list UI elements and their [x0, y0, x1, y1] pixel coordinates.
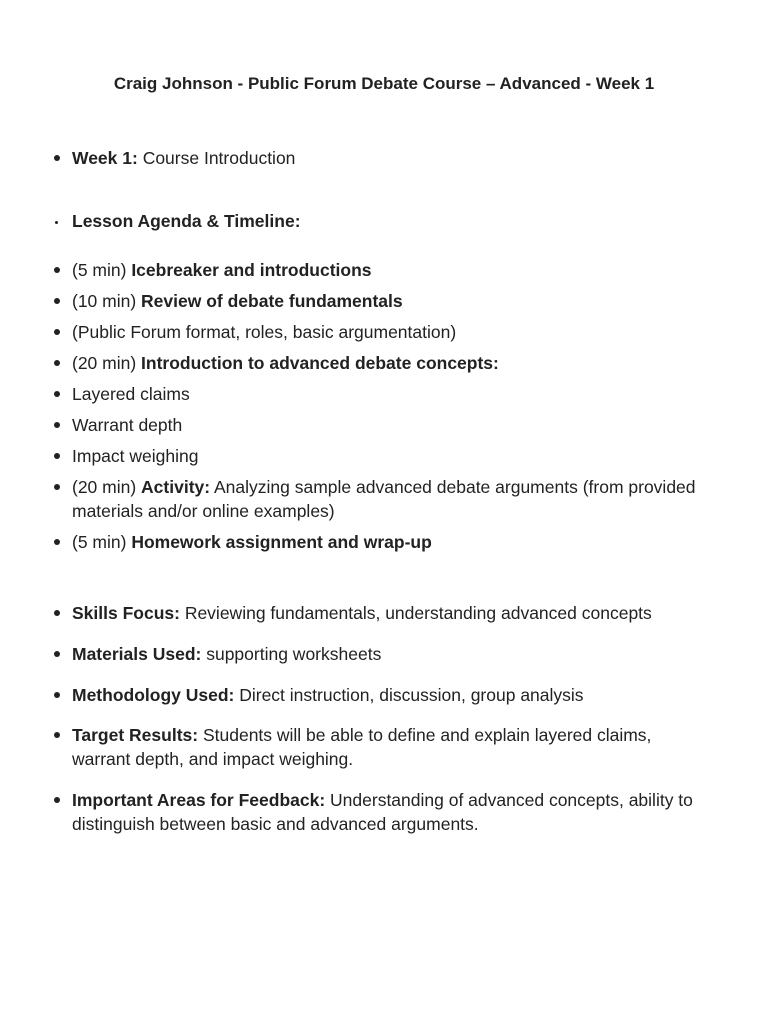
agenda-item	[72, 258, 712, 282]
detail-text: Understanding of advanced concepts, ability to distinguish between basic and advanced arguments.	[72, 790, 693, 834]
agenda-item-time: (20 min)	[72, 477, 142, 497]
agenda-item	[72, 475, 712, 523]
agenda-item-time: (20 min)	[72, 353, 142, 373]
agenda-item-time: Layered claims	[72, 384, 190, 404]
detail-skills-focus	[72, 601, 712, 625]
detail-label: Skills Focus:	[72, 603, 180, 623]
detail-text: Reviewing fundamentals, understanding advanced concepts	[179, 603, 652, 623]
agenda-item-title: Review of debate fundamentals	[141, 291, 403, 311]
list-item-week	[72, 146, 712, 170]
detail-text: Direct instruction, discussion, group analysis	[234, 685, 584, 705]
detail-label: Materials Used:	[72, 644, 202, 664]
week-text: Course Introduction	[137, 148, 296, 168]
detail-text: supporting worksheets	[201, 644, 382, 664]
detail-text: Students will be able to define and explain layered claims, warrant depth, and impact weighing.	[72, 725, 652, 769]
agenda-item-time: (5 min)	[72, 532, 132, 552]
agenda-item	[72, 320, 712, 344]
agenda-item-time: (10 min)	[72, 291, 142, 311]
agenda-item-time: Warrant depth	[72, 415, 183, 435]
agenda-item	[72, 444, 712, 468]
detail-label: Target Results:	[72, 725, 199, 745]
agenda-item-title: Icebreaker and introductions	[131, 260, 372, 280]
agenda-item-title: Introduction to advanced debate concepts:	[141, 353, 499, 373]
detail-materials-used	[72, 642, 712, 666]
agenda-heading: Lesson Agenda & Timeline:	[72, 209, 712, 233]
detail-feedback-areas	[72, 788, 712, 836]
week-label: Week 1:	[72, 148, 138, 168]
agenda-item-title: Homework assignment and wrap-up	[131, 532, 432, 552]
agenda-item	[72, 413, 712, 437]
agenda-item-time: Impact weighing	[72, 446, 199, 466]
detail-target-results	[72, 723, 712, 771]
agenda-item	[72, 530, 712, 554]
agenda-item-detail: Analyzing sample advanced debate arguments (from provided materials and/or online examples)	[72, 477, 696, 521]
agenda-item	[72, 382, 712, 406]
page-title: Craig Johnson - Public Forum Debate Course – Advanced - Week 1	[113, 74, 655, 93]
detail-methodology-used	[72, 683, 712, 707]
agenda-item	[72, 289, 712, 313]
agenda-item-title: Activity:	[141, 477, 211, 497]
agenda-item-time: (5 min)	[72, 260, 132, 280]
agenda-item	[72, 351, 712, 375]
agenda-item-time: (Public Forum format, roles, basic argumentation)	[72, 322, 457, 342]
detail-label: Important Areas for Feedback:	[72, 790, 326, 810]
detail-label: Methodology Used:	[72, 685, 235, 705]
